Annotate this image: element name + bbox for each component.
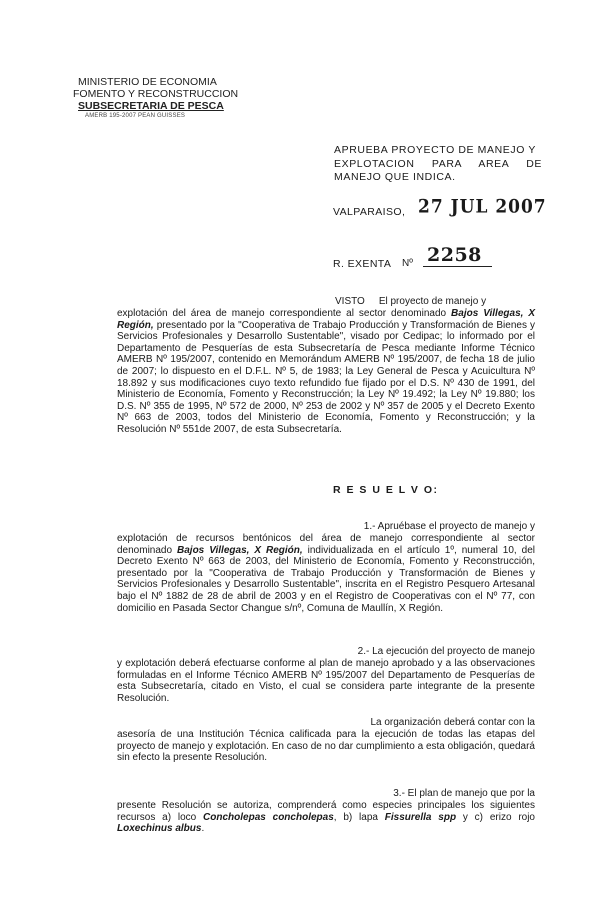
visto-sector-region: Villegas, X Región, [117,308,536,331]
item1-text-a: explotación de recursos bentónicos del área de manejo correspondiente al sector denominado [117,533,535,556]
exenta-label: R. EXENTA [333,258,392,270]
visto-sector-name: Bajos [451,308,479,319]
item3-species-lapa: Fissurella spp [384,811,457,823]
visto-body [117,308,535,436]
item2-lead: 2.- La ejecución del proyecto de manejo [357,646,535,657]
item3-text-c: y c) erizo rojo [462,811,535,823]
visto-intro: El proyecto de manejo y [378,296,487,307]
file-stamp: AMERB 195-2007 PEAN GUISSES [85,113,186,119]
exenta-number: 2258 [423,244,492,267]
item3-species-erizo: Loxechinus albus [117,823,202,835]
resuelvo-heading: R E S U E L V O: [333,484,439,496]
ministry-line-1: MINISTERIO DE ECONOMIA [78,76,217,88]
item2b-lead: La organización deberá contar con la [370,717,535,728]
document-title [334,144,542,185]
item3-text-d: . [201,823,205,835]
visto-text-b: presentado por la "Cooperativa de Trabajo Producción y Transformación de Bienes y Servicios Profesionales y Desarrollo Sustentable", visado por Cedipac; lo informado por el Departamento de Pesquerías de esta Subsecretaría de Pesca mediante Informe Técnico AMERB Nº 195/2007, contenido en Memorándum AMERB Nº 195/2007, de fecha 18 de julio de 2007; lo dispuesto en el D.F.L. Nº 5, de 1983; la Ley General de Pesca y Acuicultura Nº 18.892 y sus modificaciones cuyo texto refundido fue fijado por el D.S. Nº 430 de 1991, del Ministerio de Economía, Fomento y Reconstrucción; la Ley Nº 19.492; la Ley Nº 19.880; los D.S. Nº 355 de 1995, Nº 572 de 2000, Nº 253 de 2002 y Nº 357 de 2005 y el Decreto Exento Nº 663 de 2003, todos del Ministerio de Economía, Fomento y Reconstrucción; y la Resolución Nº 551de 2007, de esta Subsecretaría. [117,319,535,435]
item1-sector: Bajos Villegas, X Región, [177,544,303,556]
visto-first-line [335,296,535,308]
title-line-2: EXPLOTACION PARA AREA DE [334,157,542,170]
item1-body [117,533,535,614]
item2-body: y explotación deberá efectuarse conforme al plan de manejo aprobado y a las observaciones formuladas en el Informe Técnico AMERB Nº 195/2007 del Departamento de Pesquerías de esta Subsecretaría, citado en Visto, el cual se considera parte integrante de la presente Resolución. [117,658,535,704]
item3-lead: 3.- El plan de manejo que por la [393,788,535,799]
title-line-1: APRUEBA PROYECTO DE MANEJO Y [334,144,536,156]
item3-species-loco: Concholepas concholepas [203,811,334,823]
item2b-body: asesoría de una Institución Técnica calificada para la ejecución de todas las etapas del proyecto de manejo y explotación. En caso de no dar cumplimiento a esta obligación, quedará sin efecto la presente Resolución. [117,729,535,764]
item3-body [117,800,535,835]
item3-text-b: , b) lapa [333,811,378,823]
subsecretaria-line: SUBSECRETARIA DE PESCA [78,100,224,112]
ministry-line-2: FOMENTO Y RECONSTRUCCION [73,88,239,100]
date-stamp: 27 JUL 2007 [418,196,547,218]
place-label: VALPARAISO, [333,206,406,218]
exenta-no-label: Nº [402,258,413,269]
item1-text-b: individualizada en el artículo 1º, numeral 10, del Decreto Exento Nº 663 de 2003, del Ministerio de Economía, Fomento y Reconstrucción, presentado por la "Cooperativa de Trabajo Producción y Transformación de Bienes y Servicios Profesionales y Desarrollo Sustentable", inscrita en el Registro Pesquero Artesanal bajo el Nº 1882 de 28 de abril de 2003 y en el Registro de Cooperativas con el Nº 77, con domicilio en Pasada Sector Changue s/nº, Comuna de Maullín, X Región. [117,544,536,614]
visto-label: VISTO [335,296,365,307]
title-line-3: MANEJO QUE INDICA. [334,171,456,183]
item1-lead: 1.- Apruébase el proyecto de manejo y [363,521,535,532]
visto-text-a: explotación del área de manejo correspondiente al sector denominado [117,308,447,319]
item3-text-a: presente Resolución se autoriza, comprenderá como especies principales los siguientes recursos a) loco [117,800,535,823]
